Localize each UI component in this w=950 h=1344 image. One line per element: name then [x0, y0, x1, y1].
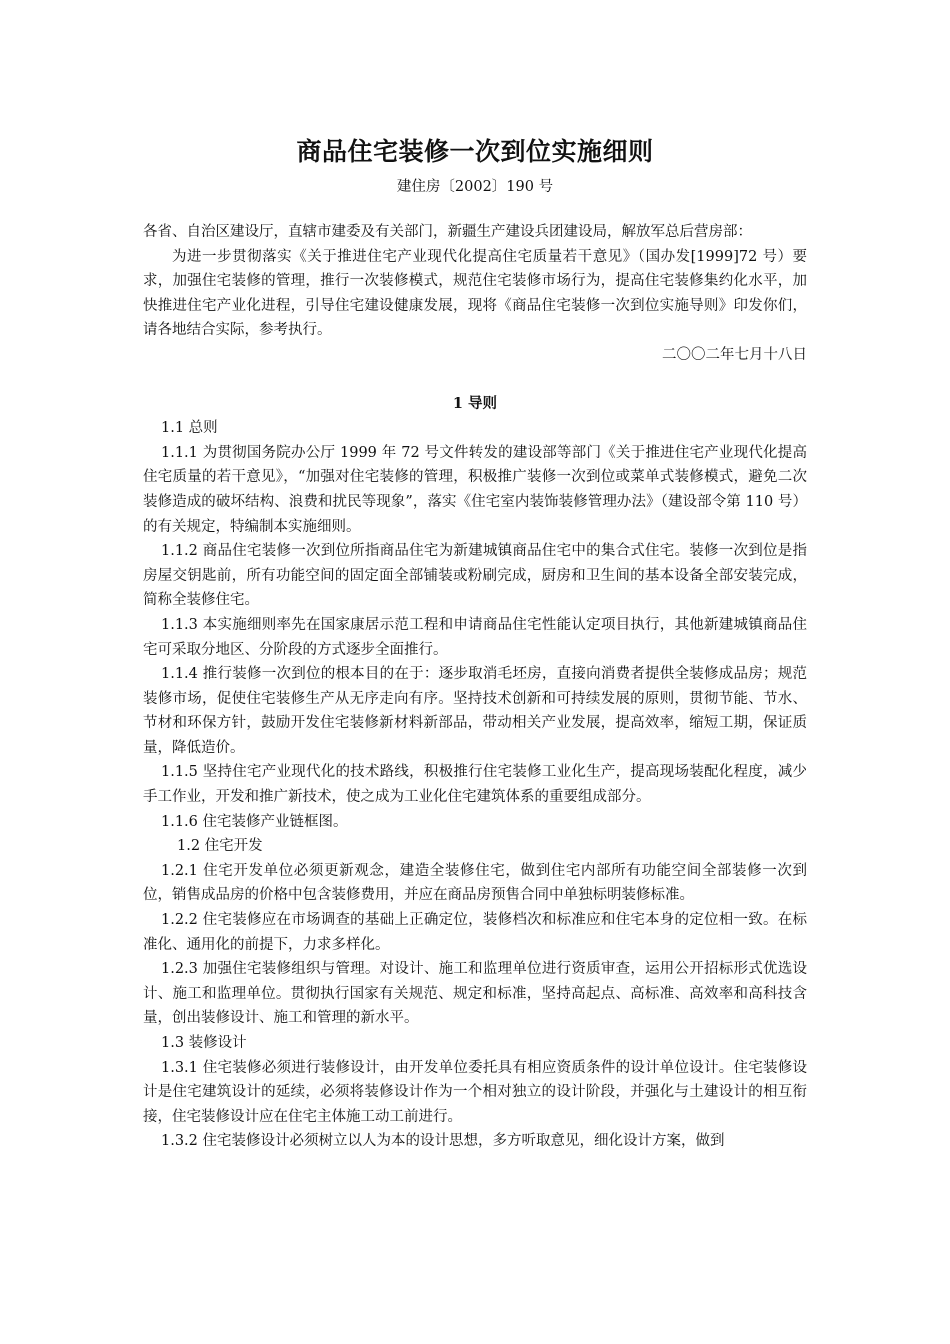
clause-1-2-2: 1.2.2 住宅装修应在市场调查的基础上正确定位，装修档次和标准应和住宅本身的定位相一致。在标准化、通用化的前提下，力求多样化。 [143, 912, 807, 953]
section-heading-1-1: 1.1 总则 [161, 420, 218, 437]
clause-1-3-1: 1.3.1 住宅装修必须进行装修设计，由开发单位委托具有相应资质条件的设计单位设计。住宅装修设计是住宅建筑设计的延续，必须将装修设计作为一个相对独立的设计阶段，并强化与土建设计的相互衔接，住宅装修设计应在住宅主体施工动工前进行。 [143, 1059, 807, 1125]
issue-date: 二〇〇二年七月十八日 [662, 346, 807, 363]
document-page [143, 132, 807, 1154]
clause-1-1-1: 1.1.1 为贯彻国务院办公厅 1999 年 72 号文件转发的建设部等部门《关于推进住宅产业现代化提高住宅质量的若干意见》，“加强对住宅装修的管理，积极推广装修一次到位或菜单式装修模式，避免二次装修造成的破坏结构、浪费和扰民等现象”，落实《住宅室内装饰装修管理办法》（建设部令第 110 号）的有关规定，特编制本实施细则。 [143, 444, 807, 535]
clause-1-2-3: 1.2.3 加强住宅装修组织与管理。对设计、施工和监理单位进行资质审查，运用公开招标形式优选设计、施工和监理单位。贯彻执行国家有关规范、规定和标准，坚持高起点、高标准、高效率和高科技含量，创出装修设计、施工和管理的新水平。 [143, 961, 807, 1027]
salutation: 各省、自治区建设厅，直辖市建委及有关部门，新疆生产建设兵团建设局，解放军总后营房部： [143, 224, 752, 240]
clause-1-3-2: 1.3.2 住宅装修设计必须树立以人为本的设计思想，多方听取意见，细化设计方案，做到 [161, 1133, 725, 1150]
clause-1-1-5: 1.1.5 坚持住宅产业现代化的技术路线，积极推行住宅装修工业化生产，提高现场装配化程度，减少手工作业，开发和推广新技术，使之成为工业化住宅建筑体系的重要组成部分。 [143, 764, 807, 806]
section-heading-1-3: 1.3 装修设计 [161, 1035, 247, 1051]
intro-paragraph: 为进一步贯彻落实《关于推进住宅产业现代化提高住宅质量若干意见》（国办发[1999]72 号）要求，加强住宅装修的管理，推行一次装修模式，规范住宅装修市场行为，提高住宅装修集约化水平，加快推进住宅产业化进程，引导住宅建设健康发展，现将《商品住宅装修一次到位实施导则》印发你们，请各地结合实际，参考执行。 [143, 248, 807, 339]
clause-1-2-1: 1.2.1 住宅开发单位必须更新观念，建造全装修住宅，做到住宅内部所有功能空间全部装修一次到位，销售成品房的价格中包含装修费用，并应在商品房预售合同中单独标明装修标准。 [143, 862, 807, 904]
section-heading-1-2: 1.2 住宅开发 [177, 838, 263, 855]
clause-1-1-4: 1.1.4 推行装修一次到位的根本目的在于：逐步取消毛坯房，直接向消费者提供全装修成品房；规范装修市场，促使住宅装修生产从无序走向有序。坚持技术创新和可持续发展的原则，贯彻节能、节水、节材和环保方针，鼓励开发住宅装修新材料新部品，带动相关产业发展，提高效率，缩短工期，保证质量，降低造价。 [143, 666, 807, 756]
clause-1-1-3: 1.1.3 本实施细则率先在国家康居示范工程和申请商品住宅性能认定项目执行，其他新建城镇商品住宅可采取分地区、分阶段的方式逐步全面推行。 [143, 616, 807, 658]
document-number: 建住房〔2002〕190 号 [396, 179, 554, 195]
clause-1-1-6: 1.1.6 住宅装修产业链框图。 [161, 813, 348, 830]
clause-1-1-2: 1.1.2 商品住宅装修一次到位所指商品住宅为新建城镇商品住宅中的集合式住宅。装修一次到位是指房屋交钥匙前，所有功能空间的固定面全部铺装或粉刷完成，厨房和卫生间的基本设备全部安装完成，简称全装修住宅。 [143, 543, 807, 609]
document-title: 商品住宅装修一次到位实施细则 [296, 137, 654, 166]
chapter-heading: 1 导则 [452, 394, 498, 412]
